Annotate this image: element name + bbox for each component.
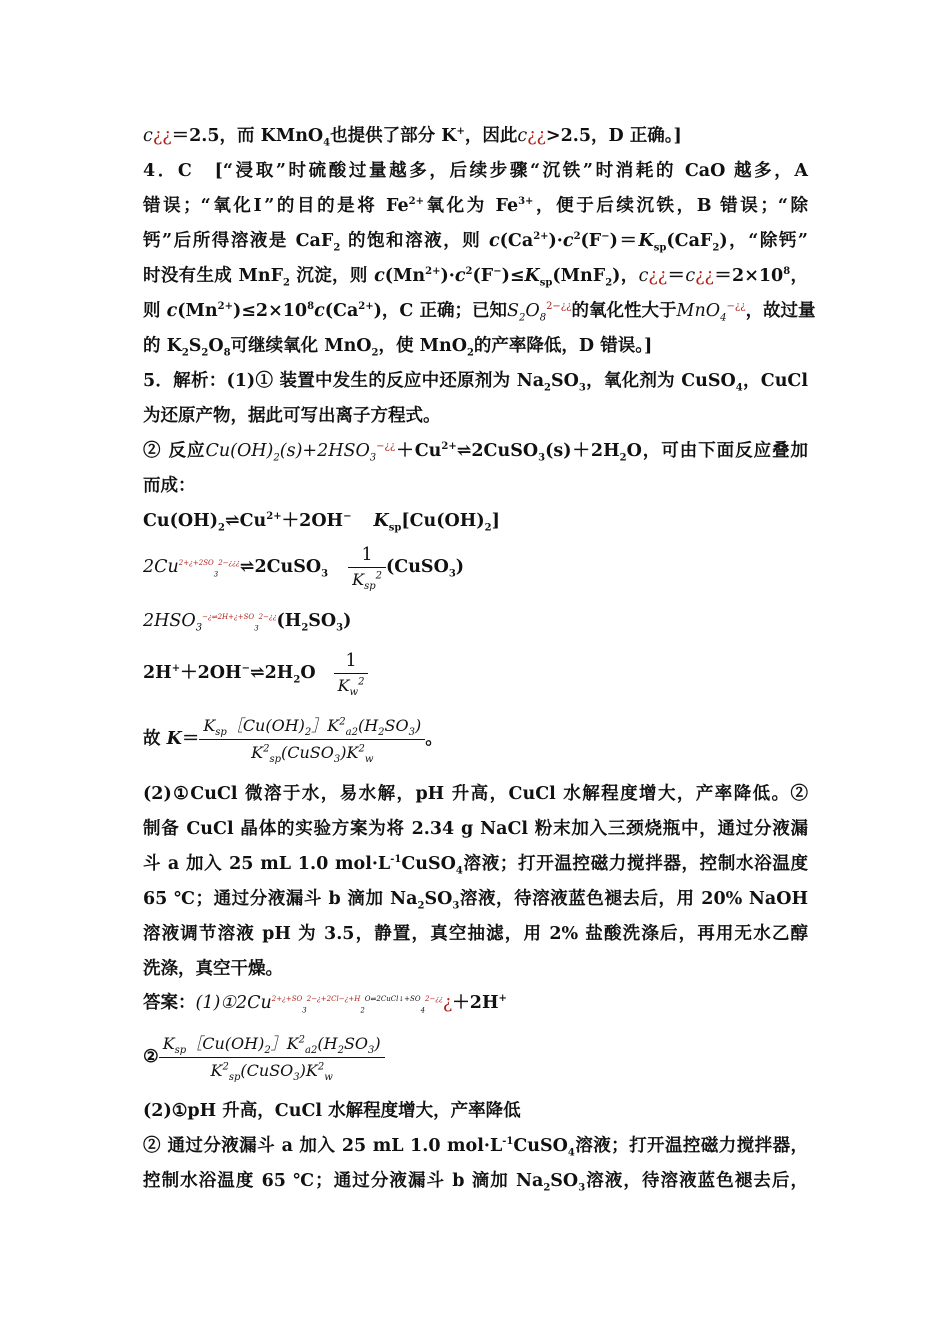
superscript: −: [493, 266, 502, 278]
text: (Ca: [499, 231, 534, 251]
text: ]: [491, 511, 500, 531]
subscript: 3: [302, 1006, 307, 1015]
subscript: 4: [323, 137, 331, 149]
text: Cu(OH): [143, 511, 218, 531]
text: ，: [790, 266, 809, 286]
text: >2.5，D 正确。]: [545, 126, 682, 146]
superscript: 2: [358, 676, 365, 688]
text: ，故过量: [745, 301, 816, 321]
text: ，使 MnO: [378, 336, 467, 356]
text: )＝: [609, 231, 639, 251]
text: ＝: [181, 729, 200, 749]
math-c: c: [488, 231, 500, 251]
text: S: [188, 336, 202, 356]
answer-line-5: [143, 1169, 808, 1193]
math-k: K: [337, 676, 350, 695]
text: O: [300, 663, 316, 683]
text: (CaF: [666, 231, 713, 251]
subscript: 2: [273, 452, 280, 464]
superscript: −: [343, 511, 352, 523]
text: SO: [308, 611, 337, 631]
subscript: 2: [518, 312, 526, 324]
subscript: 8: [223, 347, 231, 359]
text: ② 反应: [143, 441, 206, 461]
text: 的氧化性大于: [571, 301, 677, 321]
subscript: 2: [466, 347, 474, 359]
subscript: sp: [539, 277, 553, 289]
text: 控制水浴温度 65 ℃；通过分液漏斗 b 滴加 Na: [143, 1171, 544, 1191]
text: ⇌2CuSO: [239, 557, 322, 577]
garbled-glyph: ¿¿: [648, 266, 668, 286]
math-c: c: [314, 301, 325, 321]
subscript: 2: [333, 242, 341, 254]
answer-line-1: [143, 991, 507, 1015]
text: ＝2.5，而 KMnO: [171, 126, 324, 146]
subscript: 3: [195, 622, 203, 634]
q4-line-4: [143, 264, 808, 288]
math-c: c: [143, 126, 153, 146]
subscript: 2: [293, 674, 301, 686]
text: 氧化为 Fe: [423, 196, 519, 216]
superscript: 3+: [518, 196, 534, 208]
garbled-glyph: 2+¿+2SO: [178, 559, 214, 568]
subscript: 8: [539, 312, 547, 324]
garbled-glyph: −¿¿: [376, 441, 396, 453]
subscript: 2: [417, 900, 425, 912]
text: CuSO: [401, 854, 456, 874]
fraction-denominator: $K^2_{sp}(CuSO_3)K^2_w$: [210, 1061, 333, 1084]
text: )，C 正确；已知: [373, 301, 507, 321]
text: 钙”后所得溶液是 CaF: [143, 231, 334, 251]
text: ＝: [667, 266, 686, 286]
text: (F: [580, 231, 602, 251]
q5-line-1: [143, 369, 808, 393]
math-c: c: [562, 231, 574, 251]
math-cu: (1)①2Cu: [195, 993, 272, 1013]
math-c: c: [374, 266, 385, 286]
text: 可继续氧化 MnO: [230, 336, 372, 356]
text: (Ca: [324, 301, 359, 321]
math-hso: 2HSO: [143, 611, 196, 631]
subscript: 2: [360, 1006, 365, 1015]
subscript: 2: [543, 1182, 551, 1194]
math-mno: MnO: [676, 301, 721, 321]
superscript: 2+: [441, 441, 457, 453]
fraction-1-over-kw2: [334, 651, 369, 699]
q5-part2-line-6: 洗涤，真空干燥。: [143, 959, 283, 979]
text: (F: [472, 266, 494, 286]
math-hso: (s)+2HSO: [279, 441, 370, 461]
subscript: 4: [455, 865, 463, 877]
text: 。: [425, 729, 443, 749]
garbled-glyph: ¿¿: [695, 266, 714, 286]
equation-1: [143, 509, 500, 533]
superscript: 2: [465, 266, 473, 278]
garbled-glyph: 2−¿+2Cl: [306, 995, 339, 1004]
superscript: 2+: [358, 301, 374, 313]
superscript: 2: [375, 570, 382, 582]
fraction-k-expression-answer: [159, 1033, 385, 1082]
text: ): [455, 557, 465, 577]
subscript: 2: [619, 452, 627, 464]
garbled-glyph: −¿⇌2H: [202, 613, 229, 622]
text: ，便于后续沉铁，B 错误；“除: [533, 196, 808, 216]
text: SO: [424, 889, 453, 909]
superscript: 2+: [533, 231, 549, 243]
subscript: 4: [420, 1006, 426, 1015]
answer-line-3: (2)①pH 升高，CuCl 水解程度增大，产率降低: [143, 1101, 521, 1121]
superscript: 2+: [408, 196, 424, 208]
text: ⇌Cu: [224, 511, 267, 531]
text: (Mn: [177, 301, 218, 321]
equation-2: [143, 540, 464, 594]
garbled-glyph: ¿: [442, 993, 453, 1013]
subscript: sp: [388, 522, 402, 534]
math-cuoh: Cu(OH): [205, 441, 274, 461]
text: ⇌2H: [249, 663, 294, 683]
math-cu: 2Cu: [143, 557, 179, 577]
text: 2H: [143, 663, 172, 683]
subscript: 3: [578, 1182, 586, 1194]
subscript: 2: [371, 347, 379, 359]
subscript: 3: [213, 570, 219, 579]
math-k: K: [352, 570, 365, 589]
text: )·: [440, 266, 455, 286]
superscript: +: [456, 126, 465, 138]
text-line-1: [143, 124, 682, 148]
garbled-glyph: ¿¿: [152, 126, 172, 146]
subscript: sp: [364, 581, 376, 593]
text: 也提供了部分 K: [330, 126, 457, 146]
text: SO: [551, 371, 579, 391]
answer-line-4: [143, 1134, 808, 1158]
text: ，因此: [464, 126, 518, 146]
q4-line-3: [143, 229, 808, 253]
q5-part2-line-1: (2)①CuCl 微溶于水，易水解，pH 升高，CuCl 水解程度增大，产率降低。②: [143, 784, 808, 804]
superscript: 2: [573, 231, 581, 243]
text: (CuSO: [386, 557, 449, 577]
math-k: K: [638, 231, 654, 251]
subscript: 3: [336, 622, 344, 634]
q4-line-1: 4．C [“浸取”时硫酸过量越多，后续步骤“沉铁”时消耗的 CaO 越多，A: [143, 161, 808, 181]
subscript: 3: [452, 900, 460, 912]
subscript: 3: [254, 624, 259, 633]
text: 溶液，待溶液蓝色褪去后，: [585, 1171, 808, 1191]
text: 溶液，待溶液蓝色褪去后，用 20% NaOH: [459, 889, 809, 909]
text: ＋2OH: [281, 511, 344, 531]
text: 的产率降低，D 错误。]: [473, 336, 653, 356]
text: [Cu(OH): [401, 511, 485, 531]
equation-3: [143, 609, 351, 633]
fraction-denominator: $K^2_{sp}(CuSO_3)K^2_w$: [251, 743, 374, 766]
q5-line-3: [143, 439, 808, 463]
text: )·: [548, 231, 563, 251]
text: ，CuCl: [742, 371, 809, 391]
garbled-glyph: ¿¿: [527, 126, 546, 146]
text: )，: [612, 266, 639, 286]
fraction-numerator: $K_{sp}[Cu(OH)_2]K^2_{a2}(H_2SO_3)$: [199, 715, 425, 740]
subscript: 3: [448, 568, 456, 580]
garbled-glyph: 2+¿+SO: [271, 995, 303, 1004]
text: (Mn: [384, 266, 426, 286]
math-k: K: [373, 511, 389, 531]
superscript: −: [601, 231, 610, 243]
text: 的 K: [143, 336, 182, 356]
math-c: c: [638, 266, 649, 286]
math-c: c: [517, 126, 528, 146]
garbled-glyph: 2−¿¿: [425, 995, 443, 1004]
math-c: c: [166, 301, 178, 321]
superscript: 2+: [217, 301, 233, 313]
text: ＋2H: [452, 993, 499, 1013]
superscript: 8: [307, 301, 315, 313]
garbled-glyph: O⇌2CuCl↓+SO: [364, 995, 421, 1004]
text: 故: [143, 729, 167, 749]
subscript: 3: [321, 568, 329, 580]
text: 溶液；打开温控磁力搅拌器，: [574, 1136, 809, 1156]
subscript: sp: [653, 242, 667, 254]
subscript: 2: [283, 277, 290, 289]
text: 沉淀，则: [290, 266, 375, 286]
subscript: 2: [301, 622, 309, 634]
text: ＋2OH: [180, 663, 242, 683]
q4-line-5: [143, 299, 816, 324]
text: (H: [276, 611, 302, 631]
equation-4: [143, 646, 368, 700]
math-c: c: [685, 266, 696, 286]
text: 5．解析：(1)① 装置中发生的反应中还原剂为 Na: [143, 371, 545, 391]
superscript: +: [498, 993, 507, 1005]
fraction-numerator: 1: [348, 545, 386, 568]
garbled-glyph: 2−¿¿: [258, 613, 277, 622]
garbled-glyph: +¿+SO: [228, 613, 255, 622]
superscript: +: [171, 663, 181, 675]
text: )，“除钙”: [719, 231, 809, 251]
text: 错误；“氧化Ⅰ”的目的是将 Fe: [143, 196, 409, 216]
subscript: 3: [369, 452, 377, 464]
text: 斗 a 加入 25 mL 1.0 mol·L: [143, 854, 391, 874]
text: ): [343, 611, 352, 631]
subscript: 3: [538, 452, 546, 464]
text: CuSO: [513, 1136, 568, 1156]
fraction-denominator: [348, 568, 386, 593]
subscript: w: [349, 687, 359, 699]
q5-line-4: 而成：: [143, 476, 196, 496]
answer-line-2: [143, 1028, 385, 1086]
fraction-numerator: $K_{sp}[Cu(OH)_2]K^2_{a2}(H_2SO_3)$: [159, 1033, 385, 1058]
math-s: S: [506, 301, 519, 321]
text: ② 通过分液漏斗 a 加入 25 mL 1.0 mol·L: [143, 1136, 503, 1156]
subscript: 4: [735, 382, 743, 394]
text: 则: [143, 301, 167, 321]
q4-line-6: [143, 334, 652, 358]
text: ②: [143, 1047, 159, 1067]
text: ，氧化剂为 CuSO: [585, 371, 736, 391]
garbled-glyph: −¿+H: [338, 995, 361, 1004]
q5-part2-line-5: 溶液调节溶液 pH 为 3.5，静置，真空抽滤，用 2% 盐酸洗涤后，再用无水乙醇: [143, 924, 808, 944]
text: 65 ℃；通过分液漏斗 b 滴加 Na: [143, 889, 418, 909]
text: )≤: [501, 266, 525, 286]
subscript: 2: [201, 347, 209, 359]
math-c: c: [454, 266, 466, 286]
q5-part2-line-4: [143, 887, 808, 911]
q4-line-2: [143, 194, 808, 218]
subscript: 2: [484, 522, 492, 534]
text: ＝2×10: [713, 266, 784, 286]
superscript: −: [241, 663, 250, 675]
superscript: -1: [390, 854, 402, 866]
subscript: 2: [544, 382, 552, 394]
answer-label: 答案：: [143, 993, 196, 1013]
garbled-glyph: 2−¿¿: [546, 301, 572, 313]
subscript: 4: [720, 312, 727, 324]
text: ＋Cu: [395, 441, 442, 461]
superscript: -1: [502, 1136, 514, 1148]
math-k: K: [524, 266, 540, 286]
subscript: 4: [567, 1147, 575, 1159]
q5-line-2: 为还原产物，据此可写出离子方程式。: [143, 406, 441, 426]
q5-part2-line-3: [143, 852, 808, 876]
fraction-numerator: 1: [334, 651, 369, 674]
math-o: O: [525, 301, 540, 321]
text: (s)＋2H: [545, 441, 620, 461]
text: SO: [550, 1171, 579, 1191]
text: (MnF: [552, 266, 606, 286]
text: O: [208, 336, 224, 356]
superscript: 2+: [266, 511, 282, 523]
subscript: 3: [578, 382, 586, 394]
text: ⇌2CuSO: [456, 441, 539, 461]
garbled-glyph: −¿¿: [726, 301, 746, 313]
q5-part2-line-2: 制备 CuCl 晶体的实验方案为将 2.34 g NaCl 粉末加入三颈烧瓶中，通过分液漏: [143, 819, 808, 839]
fraction-denominator: [334, 674, 369, 699]
fraction-1-over-ksp2: [348, 545, 386, 593]
fraction-k-expression: [199, 715, 425, 764]
math-k: K: [166, 729, 182, 749]
superscript: 2+: [425, 266, 441, 278]
text: 时没有生成 MnF: [143, 266, 284, 286]
subscript: 2: [181, 347, 189, 359]
equation-k: [143, 710, 443, 768]
subscript: 2: [218, 522, 225, 534]
text: O，可由下面反应叠加: [626, 441, 809, 461]
garbled-glyph: 2−¿¿¿: [218, 559, 240, 568]
text: 溶液；打开温控磁力搅拌器，控制水浴温度: [462, 854, 809, 874]
superscript: 8: [783, 266, 791, 278]
subscript: 2: [712, 242, 720, 254]
subscript: 2: [605, 277, 613, 289]
text: 的饱和溶液，则: [340, 231, 489, 251]
text: )≤2×10: [232, 301, 308, 321]
